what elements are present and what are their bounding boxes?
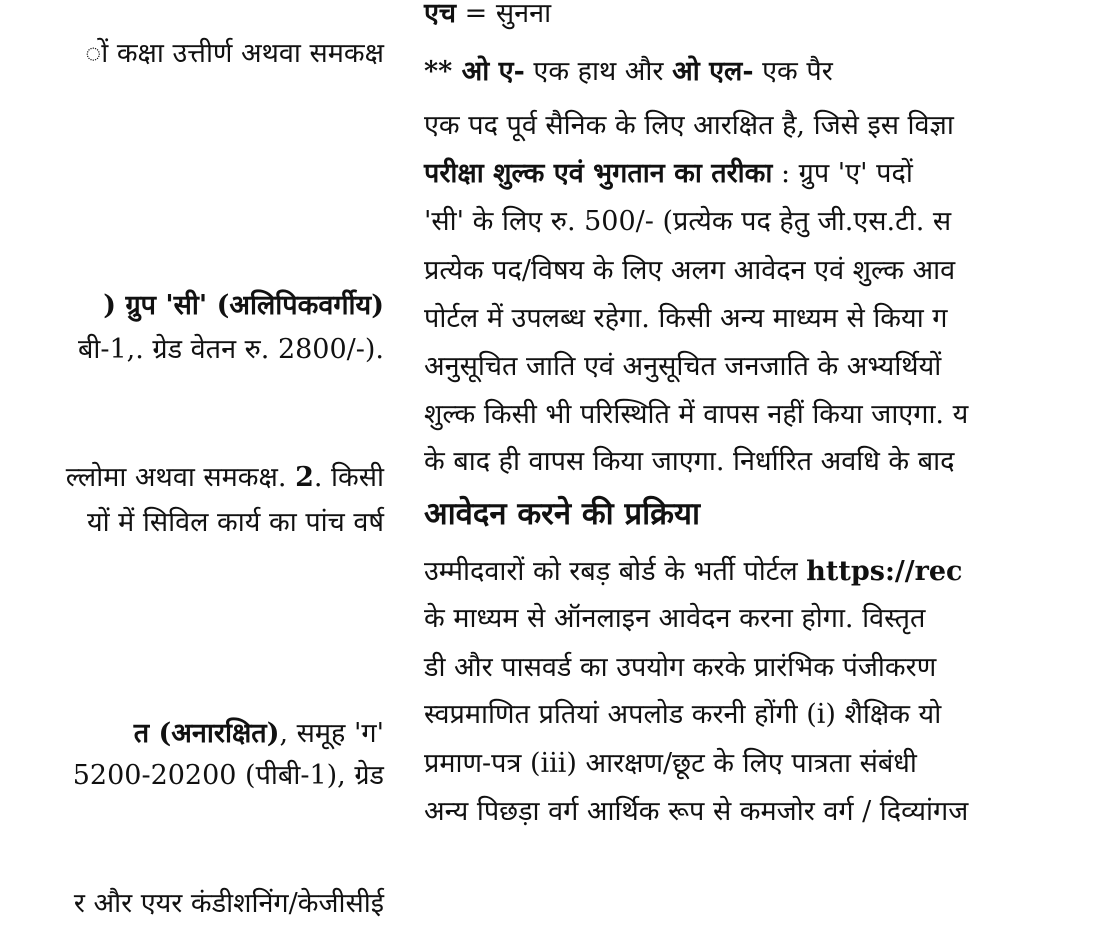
left-line-5: यों में सिविल कार्य का पांच वर्ष	[86, 507, 384, 538]
left-line-6	[134, 718, 384, 750]
right-line-7: पोर्टल में उपलब्ध रहेगा. किसी अन्य माध्यम से किया ग	[424, 303, 948, 334]
section-heading-application-process: आवेदन करने की प्रक्रिया	[424, 496, 700, 532]
right-line-12	[424, 556, 962, 588]
right-line-14: डी और पासवर्ड का उपयोग करके प्रारंभिक पंजीकरण	[424, 652, 937, 683]
right-line-17: अन्य पिछड़ा वर्ग आर्थिक रूप से कमजोर वर्ग / दिव्यांगज	[424, 796, 969, 827]
right-line-1	[424, 0, 551, 30]
right-line-5: 'सी' के लिए रु. 500/- (प्रत्येक पद हेतु जी.एस.टी. स	[424, 206, 952, 237]
left-line-3: बी-1,. ग्रेड वेतन रु. 2800/-).	[77, 334, 384, 365]
right-line-13: के माध्यम से ऑनलाइन आवेदन करना होगा. विस्तृत	[424, 603, 926, 634]
right-line-2-c: ओ एल-	[672, 56, 754, 87]
right-line-15: स्वप्रमाणित प्रतियां अपलोड करनी होंगी (i) शैक्षिक यो	[424, 699, 942, 730]
right-line-4-heading: परीक्षा शुल्क एवं भुगतान का तरीका	[424, 158, 773, 189]
right-line-12-text: उम्मीदवारों को रबड़ बोर्ड के भर्ती पोर्टल	[424, 556, 807, 587]
right-line-3: एक पद पूर्व सैनिक के लिए आरक्षित है, जिसे इस विज्ञा	[424, 110, 954, 141]
right-line-2	[424, 56, 833, 88]
right-line-8: अनुसूचित जाति एवं अनुसूचित जनजाति के अभ्यर्थियों	[424, 351, 942, 382]
right-line-2-d: एक पैर	[753, 56, 833, 87]
right-line-4-rest: : ग्रुप 'ए' पदों	[772, 158, 913, 189]
right-line-6: प्रत्येक पद/विषय के लिए अलग आवेदन एवं शुल्क आव	[424, 255, 956, 286]
right-line-4	[424, 158, 913, 190]
left-line-4	[66, 462, 384, 494]
right-line-16: प्रमाण-पत्र (iii) आरक्षण/छूट के लिए पात्रता संबंधी	[424, 748, 917, 779]
right-line-10: के बाद ही वापस किया जाएगा. निर्धारित अवधि के बाद	[424, 446, 955, 477]
left-line-4-c: . किसी	[313, 462, 384, 493]
right-text-column	[418, 0, 1102, 937]
left-line-4-number: 2	[295, 462, 314, 493]
recruitment-portal-url: https://rec	[806, 556, 963, 587]
left-line-7: 5200-20200 (पीबी-1), ग्रेड	[72, 760, 384, 791]
left-line-2-text: ) ग्रुप 'सी' (अलिपिकवर्गीय)	[103, 290, 384, 321]
left-line-6-bold: त (अनारक्षित)	[133, 718, 280, 749]
right-line-1-def: = सुनना	[456, 0, 552, 29]
right-line-2-a: ** ओ ए-	[424, 56, 525, 87]
right-line-1-term: एच	[424, 0, 457, 29]
right-line-2-b: एक हाथ और	[524, 56, 673, 87]
left-text-column	[0, 0, 400, 937]
left-line-8: र और एयर कंडीशनिंग/केजीसीई	[73, 888, 384, 919]
left-line-4-a: ल्लोमा अथवा समकक्ष.	[65, 462, 296, 493]
left-line-1: ों कक्षा उत्तीर्ण अथवा समकक्ष	[85, 38, 384, 69]
left-line-6-rest: , समूह 'ग'	[279, 718, 384, 749]
right-line-9: शुल्क किसी भी परिस्थिति में वापस नहीं किया जाएगा. य	[424, 399, 969, 430]
left-line-2	[103, 290, 384, 322]
